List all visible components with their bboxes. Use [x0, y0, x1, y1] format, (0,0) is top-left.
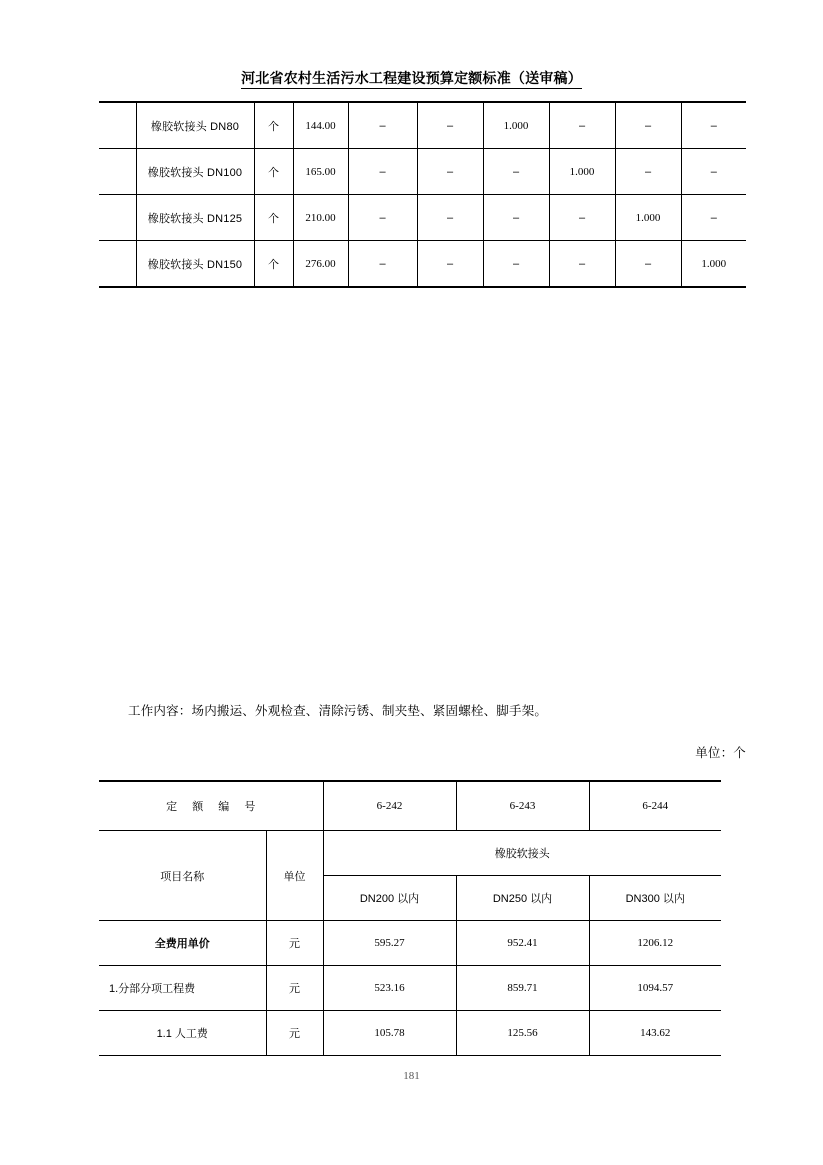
- qty-cell: –: [615, 241, 681, 288]
- material-price: 165.00: [293, 149, 348, 195]
- cost-item-unit: 元: [266, 921, 323, 966]
- qty-cell: –: [681, 195, 746, 241]
- qty-cell: 1.000: [615, 195, 681, 241]
- qty-cell: –: [348, 195, 417, 241]
- qty-cell: –: [417, 102, 483, 149]
- unit-note: 单位：个: [695, 746, 746, 760]
- merged-continuation-cell: [99, 195, 136, 241]
- cost-value: 105.78: [323, 1011, 456, 1056]
- unit-header: 单位: [266, 831, 323, 921]
- table-row: [99, 241, 746, 288]
- qty-cell: –: [681, 102, 746, 149]
- material-unit: 个: [254, 195, 293, 241]
- material-unit: 个: [254, 102, 293, 149]
- page-title-text: 河北省农村生活污水工程建设预算定额标准（送审稿）: [241, 70, 582, 89]
- cost-value: 523.16: [323, 966, 456, 1011]
- cost-value: 1094.57: [589, 966, 721, 1011]
- qty-cell: –: [549, 195, 615, 241]
- cost-value: 125.56: [456, 1011, 589, 1056]
- merged-continuation-cell: [99, 102, 136, 149]
- quota-code: 6-244: [589, 781, 721, 831]
- cost-item-label: 全费用单价: [99, 921, 266, 966]
- sub-header: DN250 以内: [456, 876, 589, 921]
- merged-continuation-cell: [99, 241, 136, 288]
- work-content-line: 工作内容：场内搬运、外观检查、清除污锈、制夹垫、紧固螺栓、脚手架。: [128, 704, 548, 718]
- material-price: 144.00: [293, 102, 348, 149]
- qty-cell: –: [417, 195, 483, 241]
- material-price: 276.00: [293, 241, 348, 288]
- quota-code: 6-242: [323, 781, 456, 831]
- qty-cell: –: [681, 149, 746, 195]
- cost-value: 595.27: [323, 921, 456, 966]
- qty-cell: –: [348, 102, 417, 149]
- material-unit: 个: [254, 149, 293, 195]
- table-row: [99, 102, 746, 149]
- cost-value: 859.71: [456, 966, 589, 1011]
- sub-header: DN300 以内: [589, 876, 721, 921]
- material-price: 210.00: [293, 195, 348, 241]
- table-row: [99, 1011, 721, 1056]
- qty-cell: –: [483, 195, 549, 241]
- qty-cell: 1.000: [681, 241, 746, 288]
- cost-item-unit: 元: [266, 1011, 323, 1056]
- material-unit: 个: [254, 241, 293, 288]
- table-row: [99, 921, 721, 966]
- qty-cell: 1.000: [483, 102, 549, 149]
- qty-cell: –: [549, 241, 615, 288]
- page-title: [0, 68, 823, 88]
- table-row: [99, 195, 746, 241]
- qty-cell: –: [483, 149, 549, 195]
- table-header-row-group: [99, 831, 721, 876]
- cost-value: 143.62: [589, 1011, 721, 1056]
- qty-cell: –: [615, 149, 681, 195]
- merged-continuation-cell: [99, 149, 136, 195]
- table-header-row-quota: [99, 781, 721, 831]
- qty-cell: –: [615, 102, 681, 149]
- project-name-header: 项目名称: [99, 831, 266, 921]
- quota-code: 6-243: [456, 781, 589, 831]
- group-header: 橡胶软接头: [323, 831, 721, 876]
- table-row: [99, 149, 746, 195]
- qty-cell: –: [483, 241, 549, 288]
- quota-cost-table: [99, 780, 721, 1056]
- quota-number-label: 定 额 编 号: [99, 781, 323, 831]
- qty-cell: –: [348, 149, 417, 195]
- material-name: 橡胶软接头 DN100: [136, 149, 254, 195]
- qty-cell: –: [417, 149, 483, 195]
- cost-item-unit: 元: [266, 966, 323, 1011]
- material-name: 橡胶软接头 DN125: [136, 195, 254, 241]
- qty-cell: –: [549, 102, 615, 149]
- cost-breakdown-table: [99, 780, 721, 1056]
- qty-cell: 1.000: [549, 149, 615, 195]
- table-row: [99, 966, 721, 1011]
- cost-value: 952.41: [456, 921, 589, 966]
- cost-item-label: 1.分部分项工程费: [99, 966, 266, 1011]
- cost-value: 1206.12: [589, 921, 721, 966]
- sub-header: DN200 以内: [323, 876, 456, 921]
- qty-cell: –: [417, 241, 483, 288]
- qty-cell: –: [348, 241, 417, 288]
- material-name: 橡胶软接头 DN150: [136, 241, 254, 288]
- page-number: 181: [403, 1070, 420, 1082]
- material-table: [99, 101, 746, 288]
- material-quantity-table-continued: [99, 101, 746, 288]
- cost-item-label: 1.1 人工费: [99, 1011, 266, 1056]
- material-name: 橡胶软接头 DN80: [136, 102, 254, 149]
